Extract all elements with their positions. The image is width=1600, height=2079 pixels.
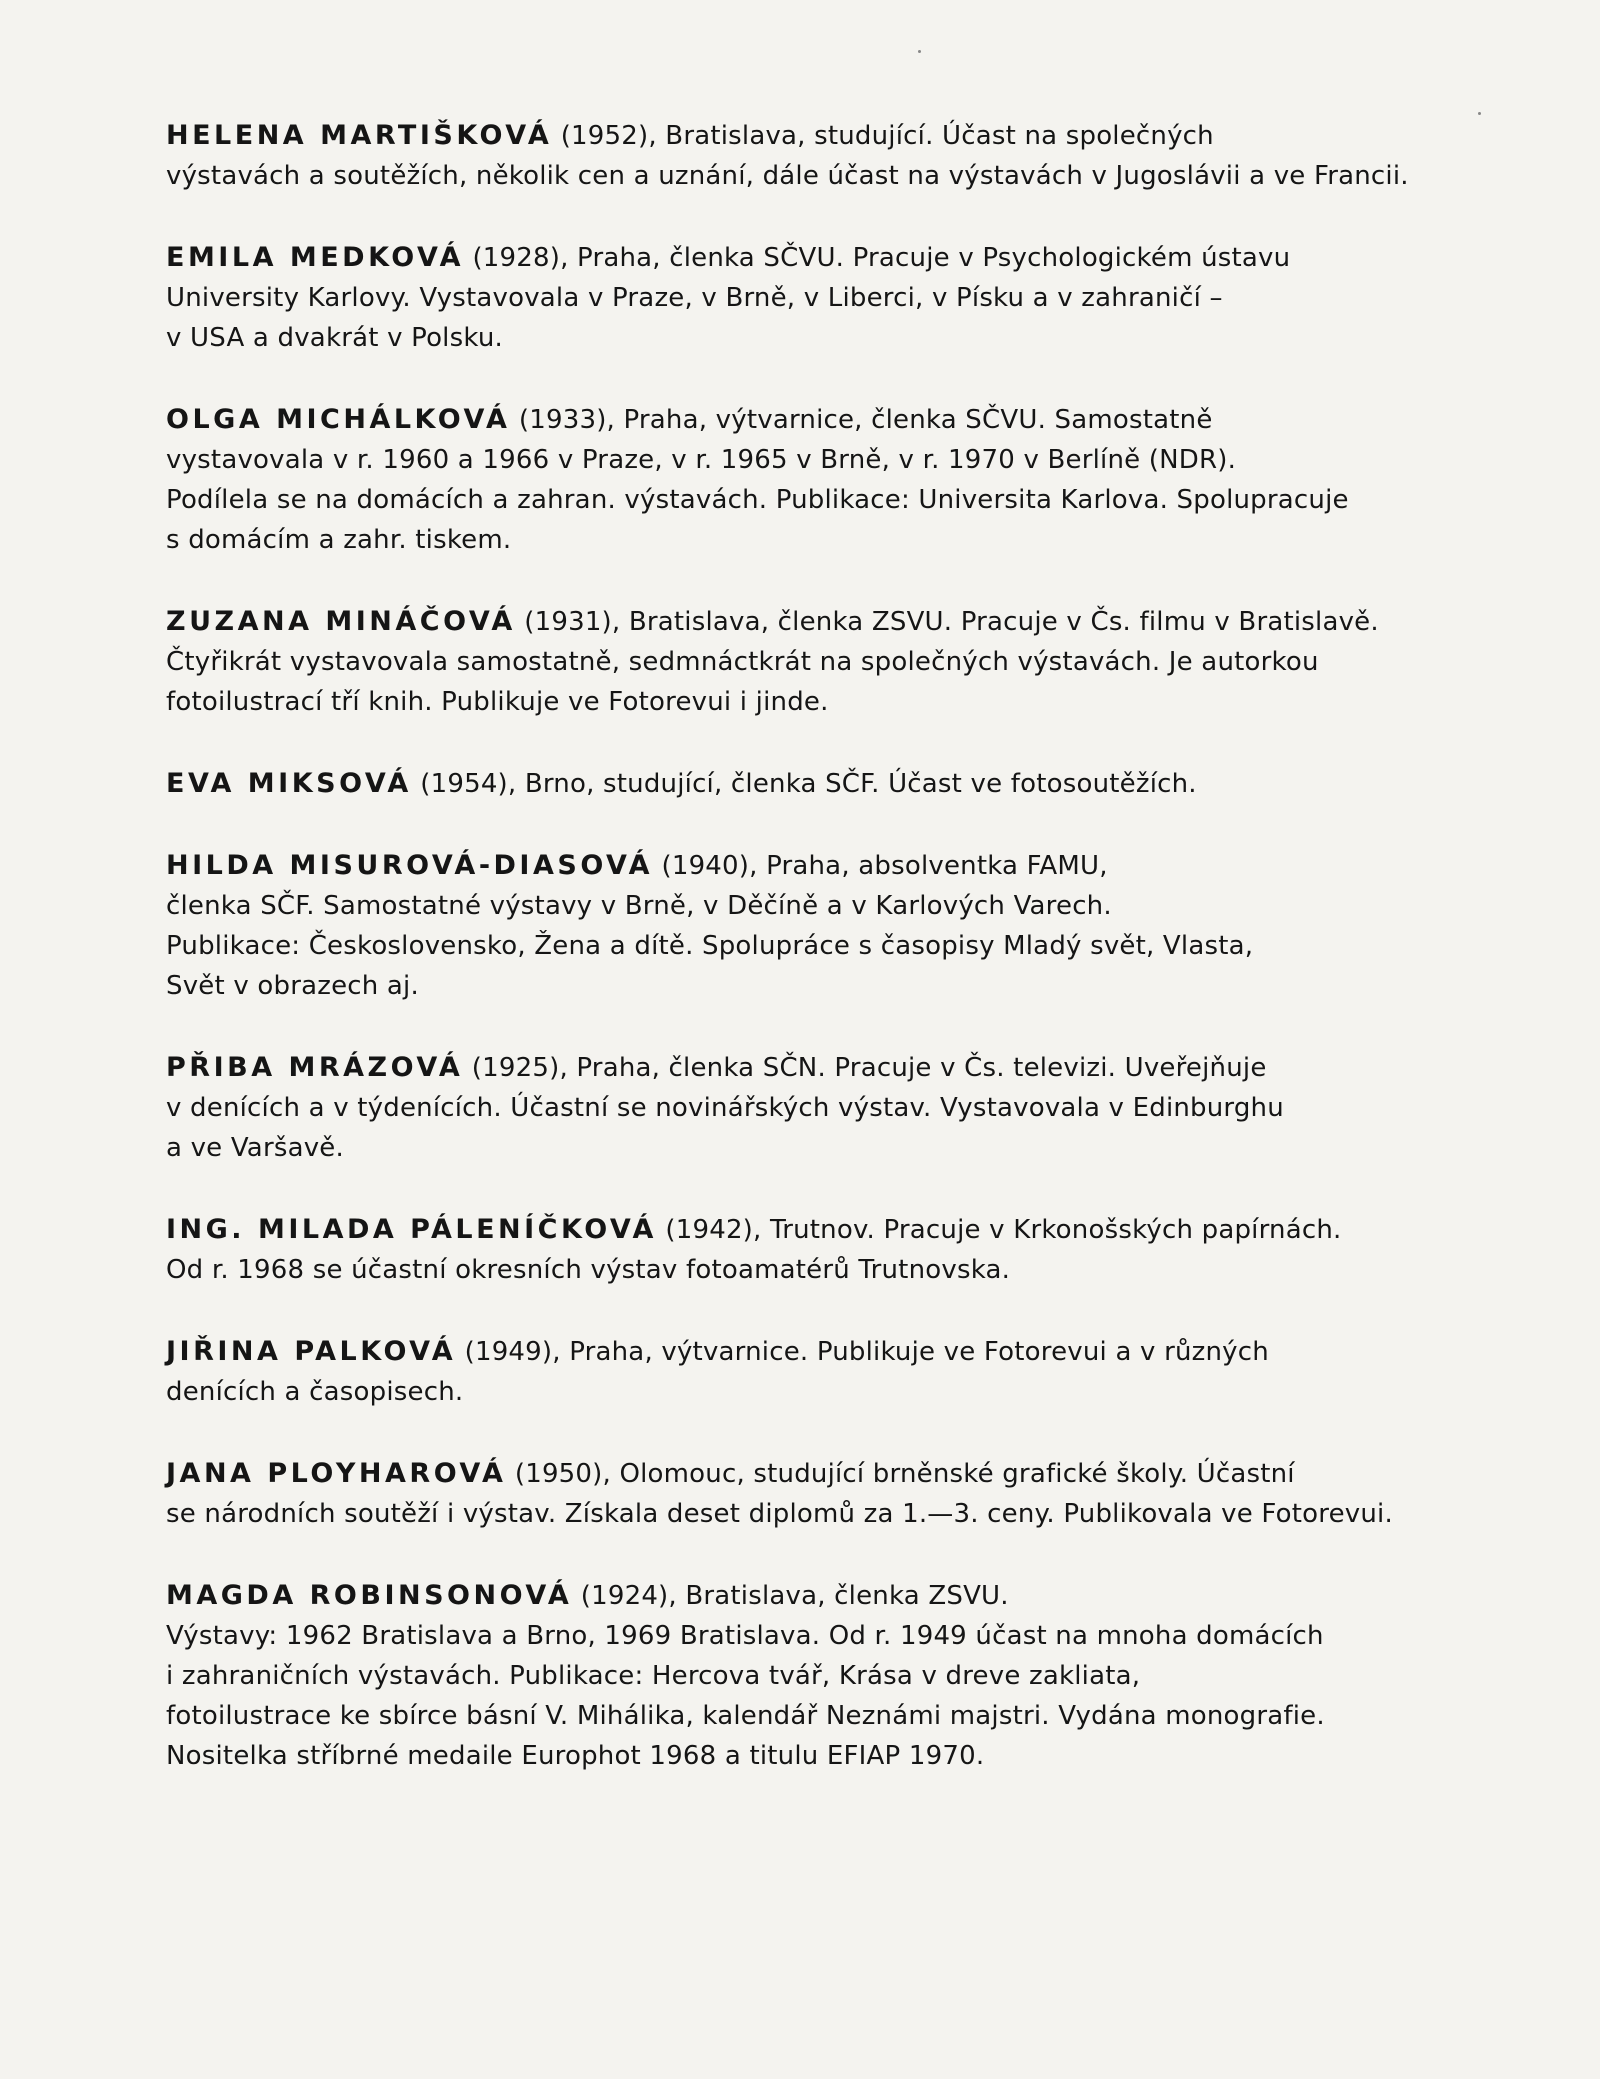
entry-text: (1949), Praha, výtvarnice. Publikuje ve Fotorevui a v různých bbox=[456, 1337, 1269, 1367]
entry-line bbox=[166, 1736, 1486, 1776]
entry-text: Výstavy: 1962 Bratislava a Brno, 1969 Bratislava. Od r. 1949 účast na mnoha domácích bbox=[166, 1621, 1324, 1651]
entry-line bbox=[166, 440, 1486, 480]
entry-text: (1931), Bratislava, členka ZSVU. Pracuje v Čs. filmu v Bratislavě. bbox=[515, 607, 1379, 637]
entry-line bbox=[166, 1616, 1486, 1656]
entry-text: (1928), Praha, členka SČVU. Pracuje v Psychologickém ústavu bbox=[463, 243, 1291, 273]
biography-entry bbox=[166, 1576, 1486, 1776]
person-name: JANA PLOYHAROVÁ bbox=[166, 1458, 507, 1489]
entry-text: (1952), Bratislava, studující. Účast na společných bbox=[552, 121, 1214, 151]
entry-text: (1925), Praha, členka SČN. Pracuje v Čs. televizi. Uveřejňuje bbox=[463, 1053, 1267, 1083]
entry-text: fotoilustrací tří knih. Publikuje ve Fotorevui i jinde. bbox=[166, 687, 829, 717]
entry-line bbox=[166, 1128, 1486, 1168]
person-name: ZUZANA MINÁČOVÁ bbox=[166, 606, 516, 637]
entry-text: (1924), Bratislava, členka ZSVU. bbox=[572, 1581, 1009, 1611]
entry-line bbox=[166, 400, 1486, 440]
entry-line bbox=[166, 520, 1486, 560]
entry-text: (1954), Brno, studující, členka SČF. Účast ve fotosoutěžích. bbox=[411, 769, 1197, 799]
entry-line bbox=[166, 1088, 1486, 1128]
entry-line bbox=[166, 1454, 1486, 1494]
paper-speck bbox=[918, 50, 921, 53]
entry-line bbox=[166, 1372, 1486, 1412]
entry-line bbox=[166, 1494, 1486, 1534]
entry-line bbox=[166, 642, 1486, 682]
person-name: PŘIBA MRÁZOVÁ bbox=[166, 1052, 464, 1083]
entry-line bbox=[166, 764, 1486, 804]
entry-text: (1950), Olomouc, studující brněnské grafické školy. Účastní bbox=[506, 1459, 1295, 1489]
biography-entry bbox=[166, 602, 1486, 722]
entry-text: (1940), Praha, absolventka FAMU, bbox=[653, 851, 1108, 881]
entry-line bbox=[166, 156, 1486, 196]
person-name: OLGA MICHÁLKOVÁ bbox=[166, 404, 511, 435]
biography-entry bbox=[166, 846, 1486, 1006]
entry-line bbox=[166, 1656, 1486, 1696]
entry-line bbox=[166, 846, 1486, 886]
biography-entry bbox=[166, 764, 1486, 804]
entry-text: (1933), Praha, výtvarnice, členka SČVU. Samostatně bbox=[510, 405, 1213, 435]
person-name: JIŘINA PALKOVÁ bbox=[166, 1336, 457, 1367]
entry-text: University Karlovy. Vystavovala v Praze, v Brně, v Liberci, v Písku a v zahraničí – bbox=[166, 283, 1223, 313]
person-name: MAGDA ROBINSONOVÁ bbox=[166, 1580, 573, 1611]
entry-line bbox=[166, 1332, 1486, 1372]
person-name: EVA MIKSOVÁ bbox=[166, 768, 412, 799]
biography-entry bbox=[166, 1210, 1486, 1290]
entry-text: fotoilustrace ke sbírce básní V. Mihálika, kalendář Neznámi majstri. Vydána monografie. bbox=[166, 1701, 1325, 1731]
entry-text: Od r. 1968 se účastní okresních výstav fotoamatérů Trutnovska. bbox=[166, 1255, 1011, 1285]
entry-text: vystavovala v r. 1960 a 1966 v Praze, v r. 1965 v Brně, v r. 1970 v Berlíně (NDR). bbox=[166, 445, 1237, 475]
person-name: HILDA MISUROVÁ-DIASOVÁ bbox=[166, 850, 654, 881]
entry-line bbox=[166, 1210, 1486, 1250]
entry-text: Podílela se na domácích a zahran. výstavách. Publikace: Universita Karlova. Spolupracuje bbox=[166, 485, 1349, 515]
entry-line bbox=[166, 966, 1486, 1006]
entry-line bbox=[166, 602, 1486, 642]
entry-text: a ve Varšavě. bbox=[166, 1133, 344, 1163]
entry-text: i zahraničních výstavách. Publikace: Hercova tvář, Krása v dreve zakliata, bbox=[166, 1661, 1141, 1691]
entry-text: členka SČF. Samostatné výstavy v Brně, v Děčíně a v Karlových Varech. bbox=[166, 891, 1112, 921]
entry-text: Publikace: Československo, Žena a dítě. Spolupráce s časopisy Mladý svět, Vlasta, bbox=[166, 931, 1254, 961]
entry-text: se národních soutěží i výstav. Získala deset diplomů za 1.—3. ceny. Publikovala ve Fotorevui. bbox=[166, 1499, 1393, 1529]
biography-entry bbox=[166, 400, 1486, 560]
entry-line bbox=[166, 238, 1486, 278]
entry-line bbox=[166, 926, 1486, 966]
entry-text: Nositelka stříbrné medaile Europhot 1968 a titulu EFIAP 1970. bbox=[166, 1741, 985, 1771]
entry-line bbox=[166, 278, 1486, 318]
person-name: ING. MILADA PÁLENÍČKOVÁ bbox=[166, 1214, 657, 1245]
entry-text: výstavách a soutěžích, několik cen a uznání, dále účast na výstavách v Jugoslávii a ve Francii. bbox=[166, 161, 1409, 191]
paper-speck bbox=[1478, 112, 1481, 115]
person-name: EMILA MEDKOVÁ bbox=[166, 242, 464, 273]
entry-text: Svět v obrazech aj. bbox=[166, 971, 419, 1001]
entry-line bbox=[166, 116, 1486, 156]
entry-text: s domácím a zahr. tiskem. bbox=[166, 525, 512, 555]
entry-line bbox=[166, 1696, 1486, 1736]
entry-line bbox=[166, 480, 1486, 520]
entry-line bbox=[166, 1048, 1486, 1088]
entry-text: (1942), Trutnov. Pracuje v Krkonošských papírnách. bbox=[656, 1215, 1342, 1245]
biography-entry bbox=[166, 238, 1486, 358]
biography-entry bbox=[166, 1048, 1486, 1168]
entry-text: v denících a v týdenících. Účastní se novinářských výstav. Vystavovala v Edinburghu bbox=[166, 1093, 1284, 1123]
entry-line bbox=[166, 318, 1486, 358]
entry-line bbox=[166, 682, 1486, 722]
entry-line bbox=[166, 886, 1486, 926]
entry-text: v USA a dvakrát v Polsku. bbox=[166, 323, 503, 353]
entry-line bbox=[166, 1250, 1486, 1290]
biography-entry bbox=[166, 1332, 1486, 1412]
biography-list bbox=[166, 116, 1486, 1818]
entry-text: denících a časopisech. bbox=[166, 1377, 464, 1407]
biography-entry bbox=[166, 116, 1486, 196]
entry-text: Čtyřikrát vystavovala samostatně, sedmnáctkrát na společných výstavách. Je autorkou bbox=[166, 647, 1319, 677]
entry-line bbox=[166, 1576, 1486, 1616]
person-name: HELENA MARTIŠKOVÁ bbox=[166, 120, 553, 151]
biography-entry bbox=[166, 1454, 1486, 1534]
